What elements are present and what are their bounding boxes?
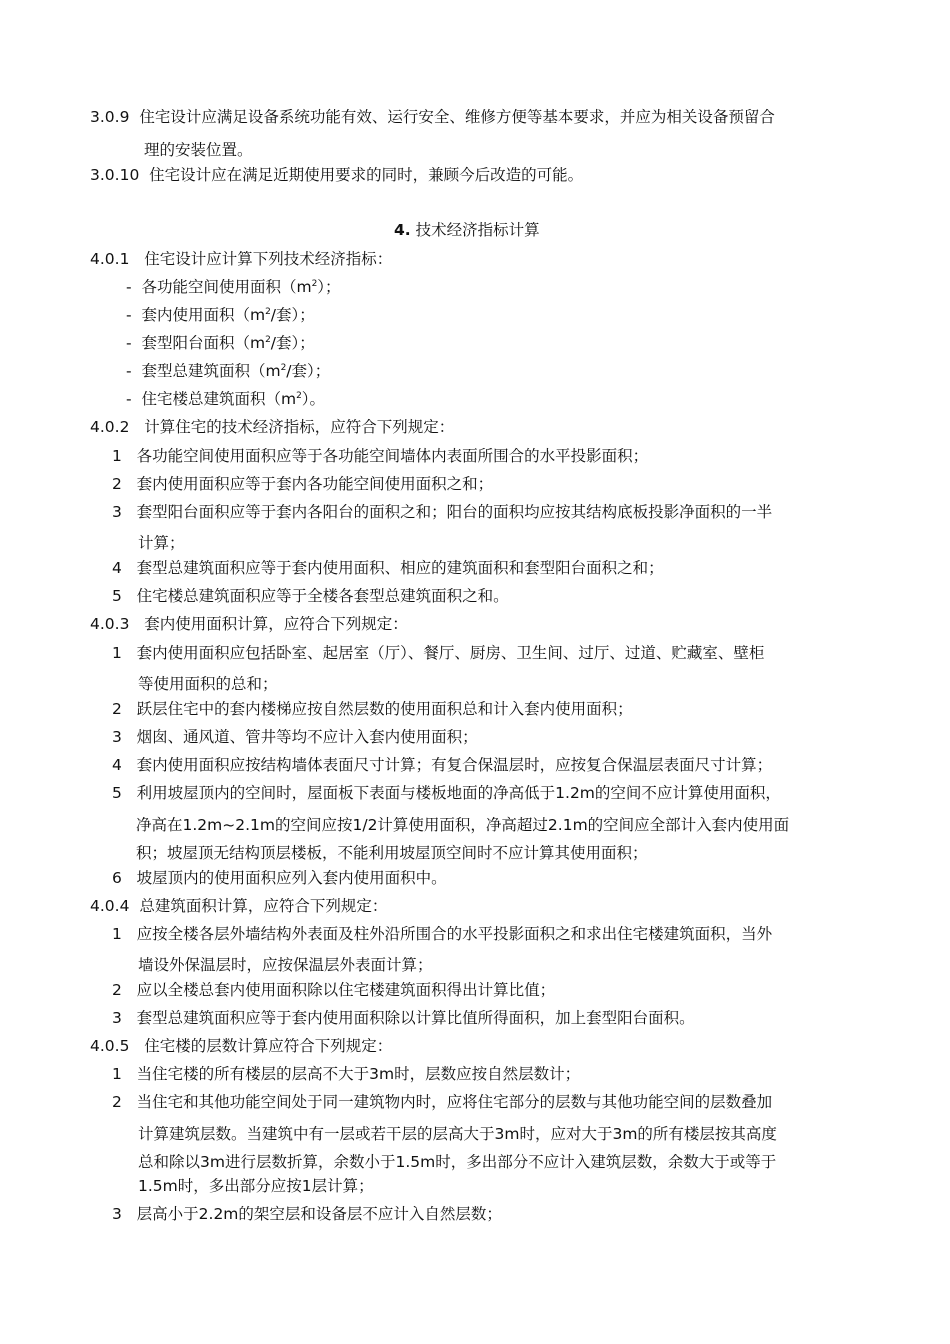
list-item: 2 应以全楼总套内使用面积除以住宅楼建筑面积得出计算比值； <box>112 981 556 999</box>
list-item-continuation: 墙设外保温层时，应按保温层外表面计算； <box>138 956 433 974</box>
clause-4-0-5 <box>90 1036 392 1056</box>
clause-text: 套内使用面积计算，应符合下列规定： <box>144 615 408 633</box>
list-item: 5 住宅楼总建筑面积应等于全楼各套型总建筑面积之和。 <box>112 587 509 605</box>
chapter-title-text: 技术经济指标计算 <box>415 221 540 239</box>
list-item: - 各功能空间使用面积$(m^2)$； <box>126 278 341 296</box>
list-item: 3 层高小于2.2m的架空层和设备层不应计入自然层数； <box>112 1205 502 1223</box>
list-item: 6 坡屋顶内的使用面积应列入套内使用面积中。 <box>112 869 447 887</box>
clause-text: 住宅设计应计算下列技术经济指标： <box>144 250 393 268</box>
clause-text: 住宅设计应在满足近期使用要求的同时，兼顾今后改造的可能。 <box>149 166 584 184</box>
clause-4-0-2 <box>90 417 454 437</box>
list-item-continuation: 计算； <box>138 534 185 552</box>
list-item: 1 各功能空间使用面积应等于各功能空间墙体内表面所围合的水平投影面积； <box>112 447 649 465</box>
list-item: - 套型阳台面积（$m^2/$套）； <box>126 334 315 352</box>
clause-3-0-10 <box>90 165 583 185</box>
clause-3-0-9-continuation: 理的安装位置。 <box>144 141 253 159</box>
list-item-continuation: 等使用面积的总和； <box>138 675 278 693</box>
list-item-continuation: 1.5m时，多出部分应按1层计算； <box>138 1177 374 1195</box>
clause-number: 4.0.3 <box>90 615 130 633</box>
clause-3-0-9 <box>90 107 775 127</box>
chapter-title <box>394 220 540 240</box>
chapter-number: 4. <box>394 221 411 239</box>
list-item: 2 当住宅和其他功能空间处于同一建筑物内时，应将住宅部分的层数与其他功能空间的层数叠加 <box>112 1093 773 1111</box>
clause-number: 3.0.9 <box>90 108 130 126</box>
clause-number: 4.0.4 <box>90 897 130 915</box>
list-item: - 套内使用面积（$m^2/$套）； <box>126 306 315 324</box>
list-item: 4 套型总建筑面积应等于套内使用面积、相应的建筑面积和套型阳台面积之和； <box>112 559 664 577</box>
list-item: 4 套内使用面积应按结构墙体表面尺寸计算；有复合保温层时，应按复合保温层表面尺寸计算； <box>112 756 773 774</box>
clause-number: 3.0.10 <box>90 166 140 184</box>
list-item-continuation: 积；坡屋顶无结构顶层楼板，不能利用坡屋顶空间时不应计算其使用面积； <box>136 844 648 862</box>
list-item: 1 应按全楼各层外墙结构外表面及柱外沿所围合的水平投影面积之和求出住宅楼建筑面积，当外 <box>112 925 773 943</box>
clause-text: 住宅楼的层数计算应符合下列规定： <box>144 1037 393 1055</box>
clause-4-0-4 <box>90 896 387 916</box>
list-item-continuation: 总和除以3m进行层数折算，余数小于1.5m时，多出部分不应计入建筑层数，余数大于或等于 <box>138 1153 777 1171</box>
list-item: 1 套内使用面积应包括卧室、起居室（厅）、餐厅、厨房、卫生间、过厅、过道、贮藏室、壁柜 <box>112 644 765 662</box>
list-item: 3 套型总建筑面积应等于套内使用面积除以计算比值所得面积，加上套型阳台面积。 <box>112 1009 695 1027</box>
clause-text: 住宅设计应满足设备系统功能有效、运行安全、维修方便等基本要求，并应为相关设备预留合 <box>139 108 775 126</box>
list-item: 1 当住宅楼的所有楼层的层高不大于3m时，层数应按自然层数计； <box>112 1065 581 1083</box>
list-item: 3 套型阳台面积应等于套内各阳台的面积之和；阳台的面积均应按其结构底板投影净面积的一半 <box>112 503 773 521</box>
clause-4-0-1 <box>90 249 392 269</box>
list-item: 2 套内使用面积应等于套内各功能空间使用面积之和； <box>112 475 494 493</box>
clause-4-0-3 <box>90 614 408 634</box>
list-item: - 住宅楼总建筑面积$(m^2)$。 <box>126 390 326 408</box>
clause-text: 总建筑面积计算，应符合下列规定： <box>139 897 388 915</box>
clause-number: 4.0.1 <box>90 250 130 268</box>
list-item: - 套型总建筑面积（$m^2/$套）； <box>126 362 331 380</box>
list-item: 5 利用坡屋顶内的空间时，屋面板下表面与楼板地面的净高低于1.2m的空间不应计算使用面积， <box>112 784 781 802</box>
clause-number: 4.0.5 <box>90 1037 130 1055</box>
list-item: 2 跃层住宅中的套内楼梯应按自然层数的使用面积总和计入套内使用面积； <box>112 700 633 718</box>
clause-text: 计算住宅的技术经济指标，应符合下列规定： <box>144 418 455 436</box>
list-item: 3 烟囱、通风道、管井等均不应计入套内使用面积； <box>112 728 478 746</box>
list-item-continuation: 计算建筑层数。当建筑中有一层或若干层的层高大于3m时，应对大于3m的所有楼层按其高度 <box>138 1125 777 1143</box>
list-item-continuation: 净高在1.2m~2.1m的空间应按1/2计算使用面积，净高超过2.1m的空间应全部计入套内使用面 <box>136 816 790 834</box>
clause-number: 4.0.2 <box>90 418 130 436</box>
